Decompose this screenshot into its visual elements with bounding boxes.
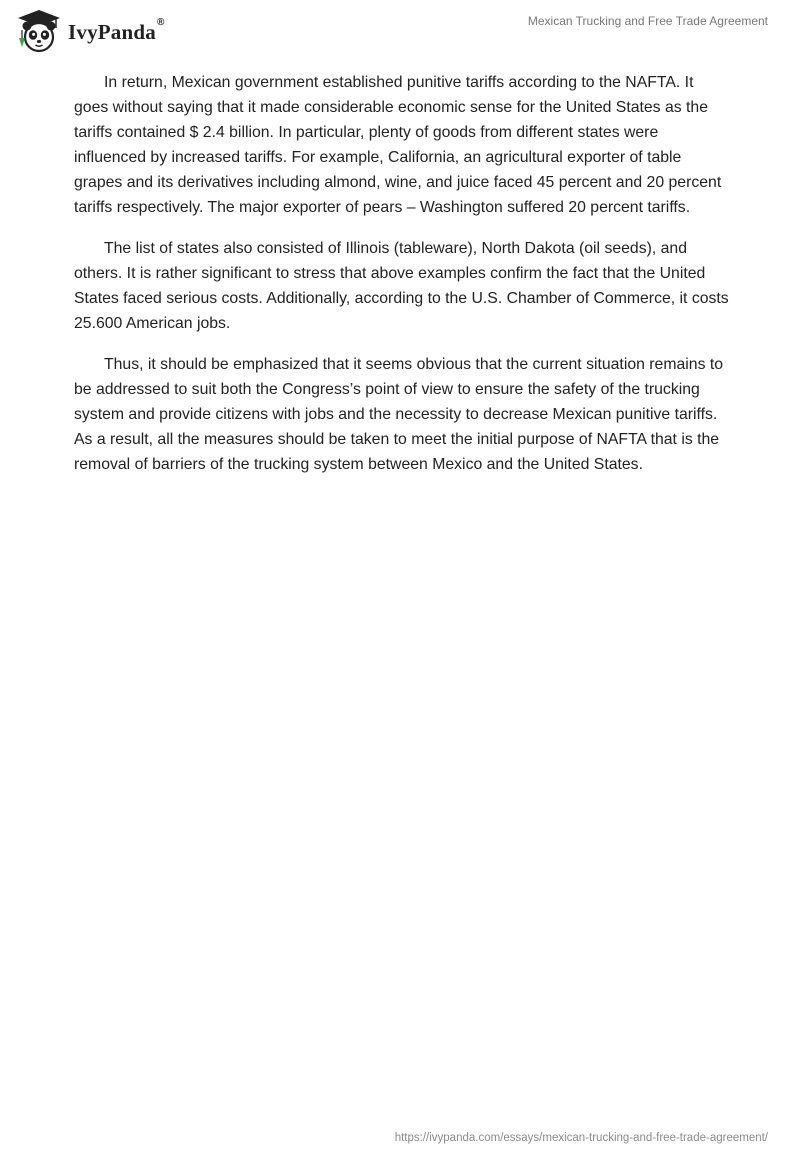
paragraph: Thus, it should be emphasized that it seems obvious that the current situation remains to be addressed to suit both the Congress’s point of view to ensure the safety of the trucking system and provide citizens with jobs and the necessity to decrease Mexican punitive tariffs. As a result, all the measures should be taken to meet the initial purpose of NAFTA that is the removal of barriers of the trucking system between Mexico and the United States. — [74, 356, 724, 473]
brand-name: IvyPanda® — [68, 16, 165, 44]
registered-mark: ® — [156, 16, 165, 28]
document-title: Mexican Trucking and Free Trade Agreement — [527, 14, 768, 28]
source-url[interactable]: https://ivypanda.com/essays/mexican-trucking-and-free-trade-agreement/ — [394, 1132, 768, 1144]
page-header — [0, 0, 800, 60]
essay-body — [74, 70, 730, 493]
panda-graduate-icon — [16, 8, 62, 54]
ivypanda-logo[interactable] — [16, 8, 165, 54]
paragraph: In return, Mexican government established punitive tariffs according to the NAFTA. It goes without saying that it made considerable economic sense for the United States as the tariffs contained $ 2.4 billion. In particular, plenty of goods from different states were influenced by increased tariffs. For example, California, an agricultural exporter of table grapes and its derivatives including almond, wine, and juice faced 45 percent and 20 percent tariffs respectively. The major exporter of pears – Washington suffered 20 percent tariffs. — [74, 74, 722, 216]
paragraph: The list of states also consisted of Illinois (tableware), North Dakota (oil seeds), and others. It is rather significant to stress that above examples confirm the fact that the United States faced serious costs. Additionally, according to the U.S. Chamber of Commerce, it costs 25.600 American jobs. — [74, 240, 729, 332]
